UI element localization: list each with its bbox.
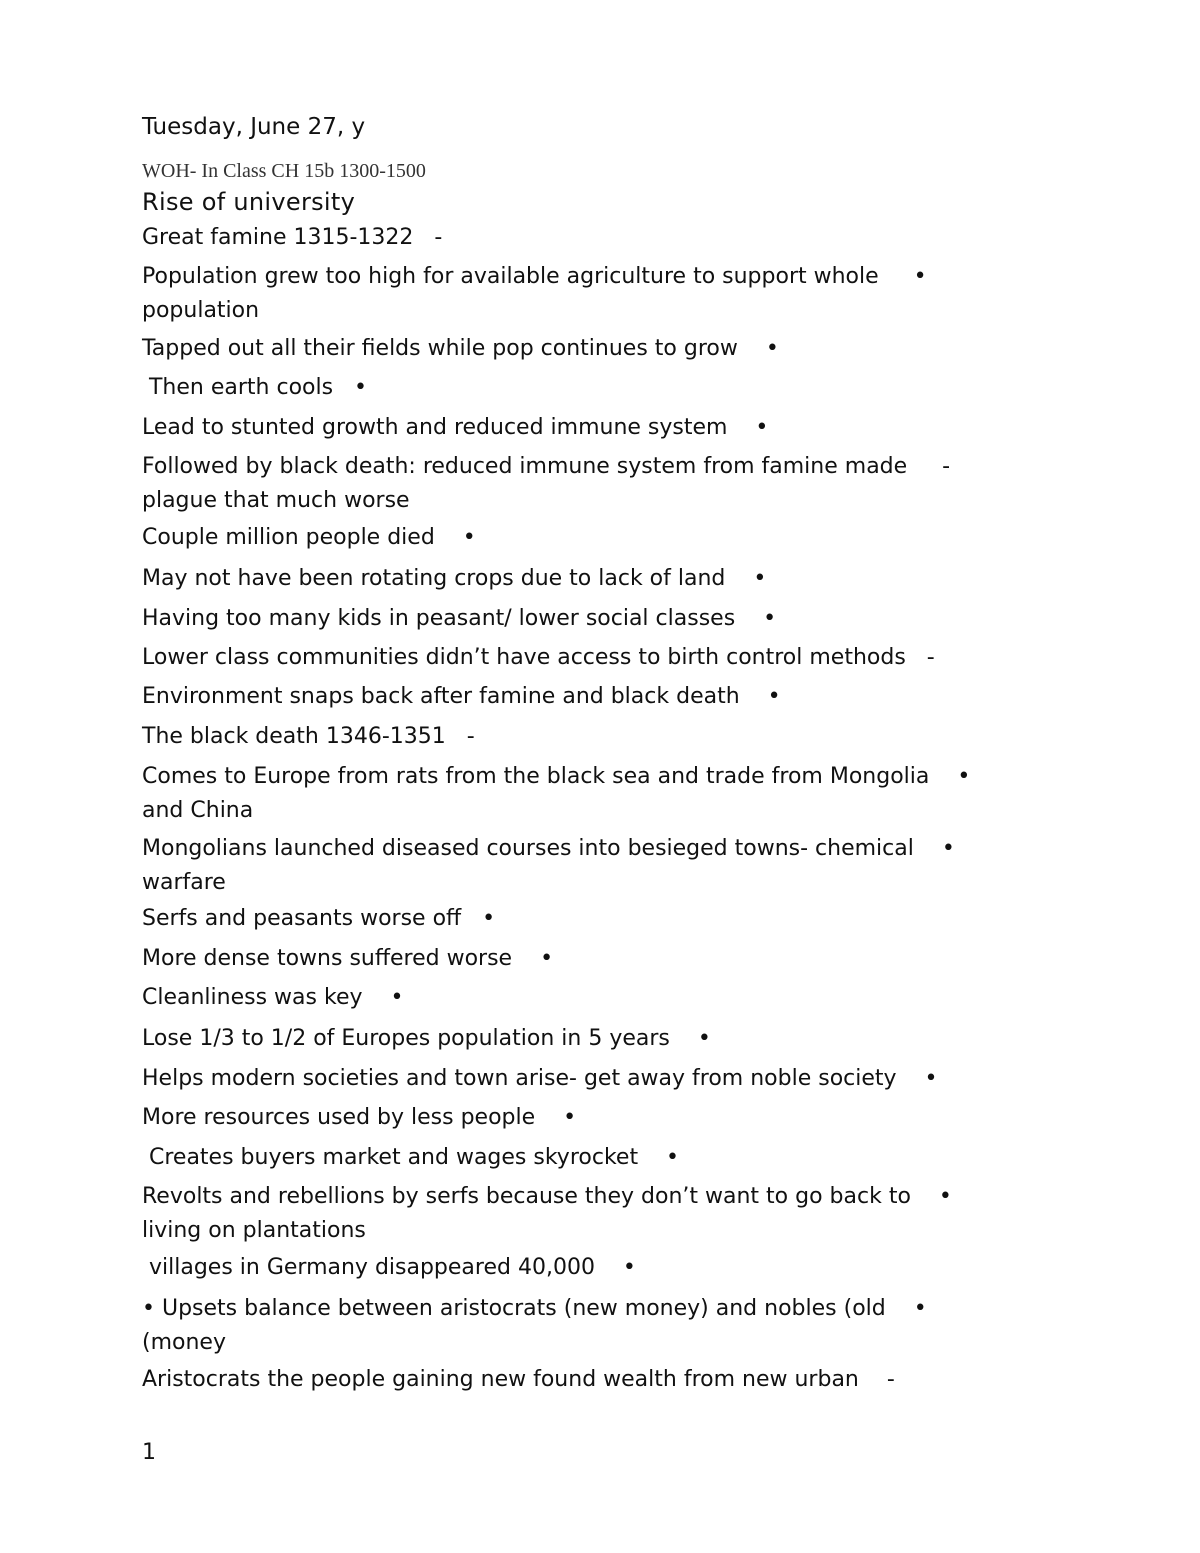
note-text: Tapped out all their fields while pop continues to grow • bbox=[142, 336, 779, 361]
note-text: Followed by black death: reduced immune system from famine made - plague that much worse bbox=[142, 454, 951, 513]
note-text: Comes to Europe from rats from the black sea and trade from Mongolia • and China bbox=[142, 764, 971, 823]
note-line bbox=[142, 1292, 927, 1360]
note-line bbox=[142, 981, 403, 1015]
note-line bbox=[142, 680, 781, 714]
note-line bbox=[142, 221, 442, 255]
note-line bbox=[142, 1363, 895, 1397]
note-text: The black death 1346-1351 - bbox=[142, 724, 475, 749]
note-line bbox=[142, 450, 950, 518]
note-line bbox=[142, 332, 779, 366]
note-text: Aristocrats the people gaining new found wealth from new urban - bbox=[142, 1367, 895, 1392]
page-number: 1 bbox=[142, 1440, 156, 1465]
note-line bbox=[142, 371, 367, 405]
note-text: villages in Germany disappeared 40,000 • bbox=[142, 1255, 636, 1280]
note-line bbox=[142, 562, 766, 596]
note-line bbox=[142, 411, 768, 445]
note-line bbox=[142, 942, 553, 976]
note-line bbox=[142, 1141, 679, 1175]
note-text: May not have been rotating crops due to lack of land • bbox=[142, 566, 767, 591]
note-line bbox=[142, 521, 476, 555]
note-text: Then earth cools • bbox=[142, 375, 368, 400]
note-text: More resources used by less people • bbox=[142, 1105, 577, 1130]
note-line bbox=[142, 260, 927, 328]
note-text: • Upsets balance between aristocrats (new money) and nobles (old • (money bbox=[142, 1296, 927, 1355]
note-text: Revolts and rebellions by serfs because they don’t want to go back to • living on plantations bbox=[142, 1184, 952, 1243]
note-line bbox=[142, 1101, 576, 1135]
note-text: Creates buyers market and wages skyrocket • bbox=[142, 1145, 680, 1170]
note-line bbox=[142, 1062, 938, 1096]
note-line bbox=[142, 1180, 952, 1248]
document-date: Tuesday, June 27, y bbox=[142, 114, 366, 140]
note-line bbox=[142, 902, 495, 936]
note-text: Lead to stunted growth and reduced immune system • bbox=[142, 415, 769, 440]
note-text: Cleanliness was key • bbox=[142, 985, 404, 1010]
note-line bbox=[142, 602, 776, 636]
document-subtitle: WOH- In Class CH 15b 1300-1500 bbox=[142, 160, 426, 182]
note-text: Having too many kids in peasant/ lower social classes • bbox=[142, 606, 777, 631]
note-text: Helps modern societies and town arise- get away from noble society • bbox=[142, 1066, 938, 1091]
note-line bbox=[142, 760, 970, 828]
note-line bbox=[142, 1251, 636, 1285]
note-text: Serfs and peasants worse off • bbox=[142, 906, 496, 931]
note-line bbox=[142, 641, 935, 675]
note-line bbox=[142, 1022, 711, 1056]
note-line bbox=[142, 720, 475, 754]
note-text: Mongolians launched diseased courses into besieged towns- chemical • warfare bbox=[142, 836, 955, 895]
note-text: More dense towns suffered worse • bbox=[142, 946, 554, 971]
section-heading: Rise of university bbox=[142, 188, 356, 216]
note-text: Great famine 1315-1322 - bbox=[142, 225, 443, 250]
note-text: Population grew too high for available agriculture to support whole • population bbox=[142, 264, 927, 323]
note-text: Lower class communities didn’t have access to birth control methods - bbox=[142, 645, 935, 670]
note-text: Lose 1/3 to 1/2 of Europes population in 5 years • bbox=[142, 1026, 711, 1051]
note-text: Environment snaps back after famine and black death • bbox=[142, 684, 781, 709]
note-text: Couple million people died • bbox=[142, 525, 476, 550]
note-line bbox=[142, 832, 955, 900]
